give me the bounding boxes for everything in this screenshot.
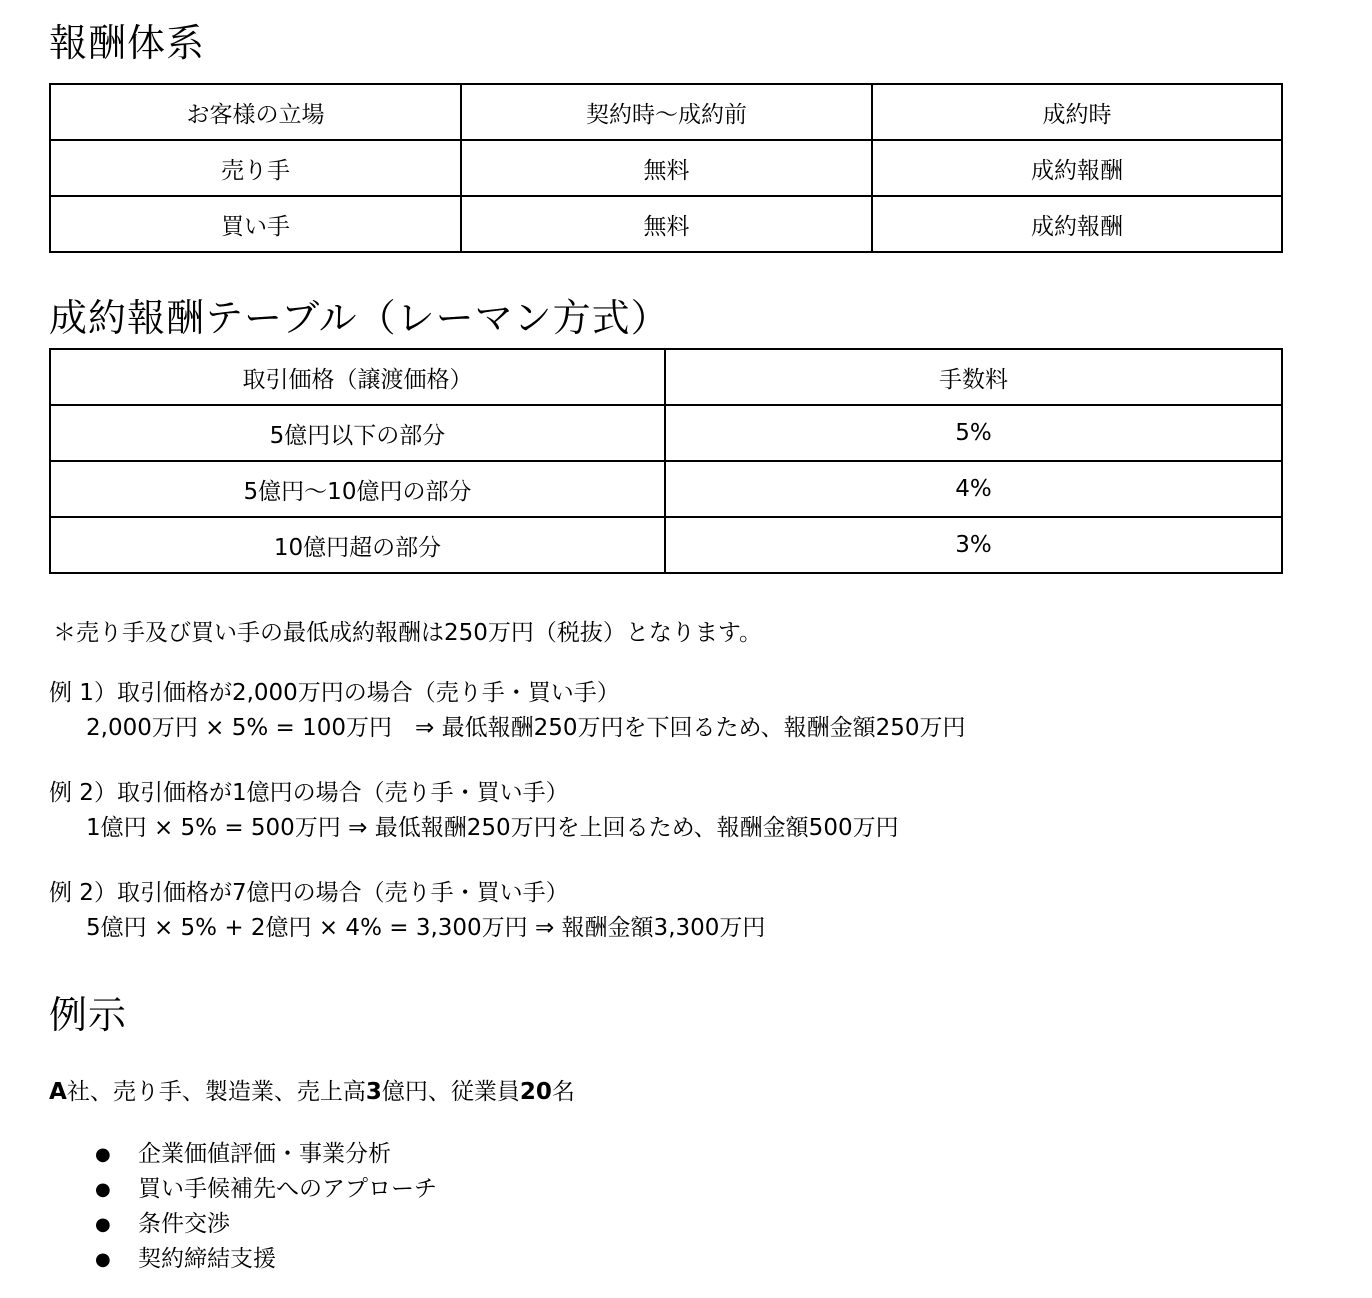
table-header-cell: 取引価格（譲渡価格） xyxy=(50,349,665,405)
example-block xyxy=(49,776,899,846)
table-cell: 5% xyxy=(665,405,1282,461)
company-desc-text: 名 xyxy=(551,1079,575,1105)
table-cell: 5億円以下の部分 xyxy=(50,405,665,461)
table-row xyxy=(50,140,1282,196)
revenue-number-bold: 3 xyxy=(365,1079,382,1105)
list-item xyxy=(49,1137,437,1172)
table-row xyxy=(50,196,1282,252)
table-cell: 売り手 xyxy=(50,140,461,196)
table-row xyxy=(50,517,1282,573)
company-name-bold: A xyxy=(49,1079,67,1105)
list-item-label: 企業価値評価・事業分析 xyxy=(138,1141,391,1167)
company-desc-text: 社、売り手、製造業、売上高 xyxy=(66,1079,366,1105)
bullet-icon: ● xyxy=(95,1214,111,1235)
table-header-cell: お客様の立場 xyxy=(50,84,461,140)
table-row xyxy=(50,461,1282,517)
table-cell: 無料 xyxy=(461,140,872,196)
table-cell: 成約報酬 xyxy=(872,196,1282,252)
table-cell: 4% xyxy=(665,461,1282,517)
list-item-label: 買い手候補先へのアプローチ xyxy=(138,1176,437,1202)
bullet-icon: ● xyxy=(95,1249,111,1270)
example-title: 例 2）取引価格が7億円の場合（売り手・買い手） xyxy=(49,880,569,906)
company-desc-text: 億円、従業員 xyxy=(381,1079,520,1105)
table-header-cell: 成約時 xyxy=(872,84,1282,140)
company-summary xyxy=(49,1073,575,1106)
fee-structure-table xyxy=(49,83,1283,253)
list-item-label: 契約締結支援 xyxy=(138,1246,276,1272)
bullet-icon: ● xyxy=(95,1144,111,1165)
service-list xyxy=(49,1137,437,1277)
table-row xyxy=(50,405,1282,461)
table-cell: 10億円超の部分 xyxy=(50,517,665,573)
table-header-row xyxy=(50,84,1282,140)
rehman-fee-table xyxy=(49,348,1283,574)
table-cell: 3% xyxy=(665,517,1282,573)
employee-number-bold: 20 xyxy=(519,1079,552,1105)
example-calculation: 1億円 × 5% = 500万円 ⇒ 最低報酬250万円を上回るため、報酬金額500万円 xyxy=(86,815,899,841)
example-section-heading: 例示 xyxy=(49,993,128,1037)
example-block xyxy=(49,876,765,946)
table-cell: 買い手 xyxy=(50,196,461,252)
fee-structure-heading: 報酬体系 xyxy=(49,21,206,65)
example-title: 例 1）取引価格が2,000万円の場合（売り手・買い手） xyxy=(49,680,620,706)
list-item xyxy=(49,1242,437,1277)
table-cell: 無料 xyxy=(461,196,872,252)
table-header-row xyxy=(50,349,1282,405)
list-item xyxy=(49,1172,437,1207)
table-header-cell: 契約時～成約前 xyxy=(461,84,872,140)
table-header-cell: 手数料 xyxy=(665,349,1282,405)
bullet-icon: ● xyxy=(95,1179,111,1200)
example-title: 例 2）取引価格が1億円の場合（売り手・買い手） xyxy=(49,780,569,806)
example-block xyxy=(49,676,965,746)
minimum-fee-note: ＊売り手及び買い手の最低成約報酬は250万円（税抜）となります。 xyxy=(53,620,763,646)
table-cell: 成約報酬 xyxy=(872,140,1282,196)
list-item-label: 条件交渉 xyxy=(138,1211,230,1237)
example-calculation: 2,000万円 × 5% = 100万円 ⇒ 最低報酬250万円を下回るため、報酬金額250万円 xyxy=(86,715,966,741)
table-cell: 5億円～10億円の部分 xyxy=(50,461,665,517)
list-item xyxy=(49,1207,437,1242)
example-calculation: 5億円 × 5% + 2億円 × 4% = 3,300万円 ⇒ 報酬金額3,300万円 xyxy=(86,915,766,941)
rehman-table-heading: 成約報酬テーブル（レーマン方式） xyxy=(49,296,670,340)
